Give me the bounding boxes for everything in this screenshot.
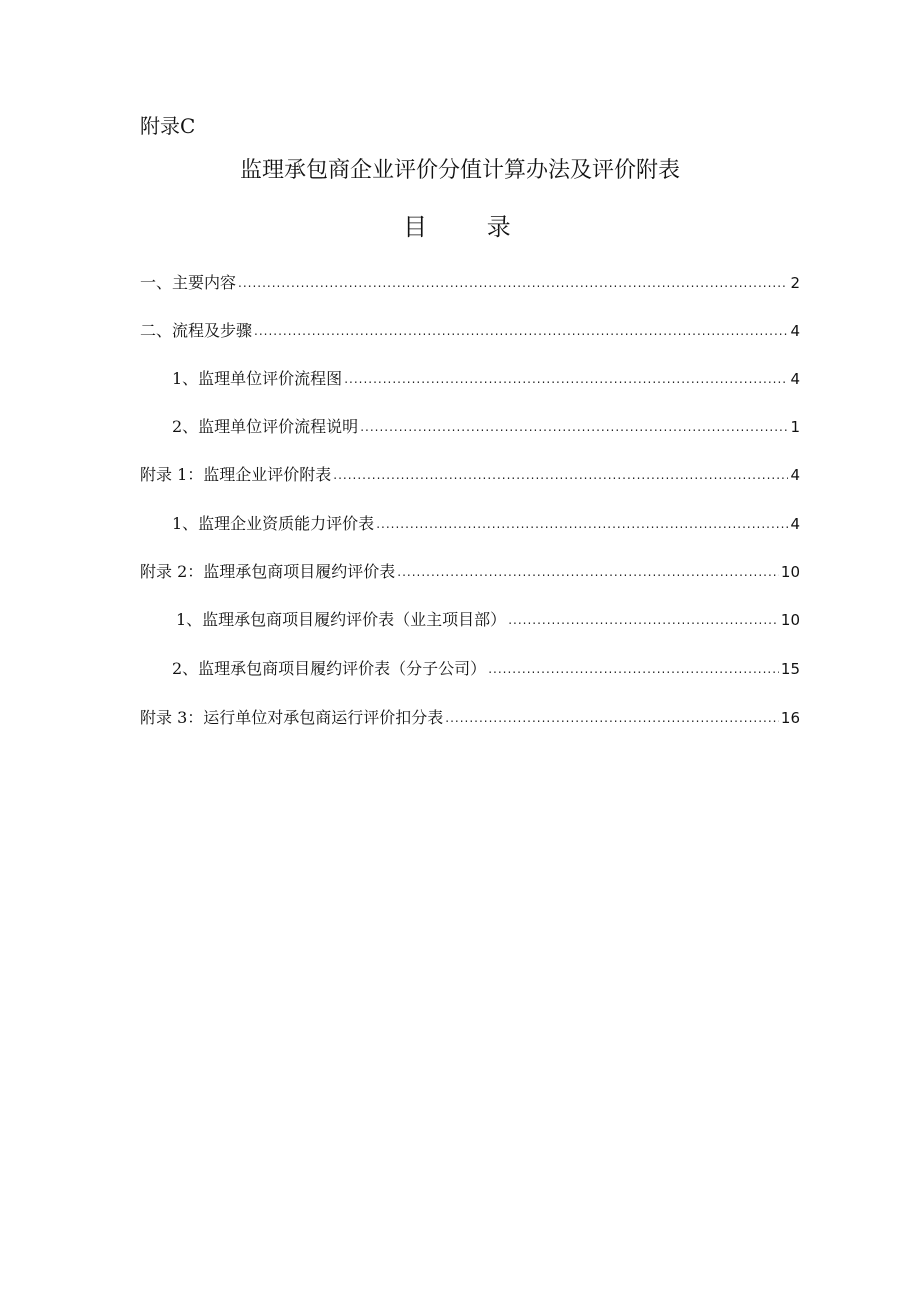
toc-dot-leader	[488, 661, 779, 680]
toc-entry-text: 2、监理单位评价流程说明	[172, 417, 359, 436]
toc-dot-leader	[445, 710, 779, 729]
toc-entry-text: 1、监理企业资质能力评价表	[172, 514, 375, 533]
toc-entry-process-steps[interactable]	[140, 318, 800, 342]
toc-page-number: 4	[790, 322, 800, 340]
toc-entry-text: 附录 3：运行单位对承包商运行评价扣分表	[140, 708, 444, 727]
toc-entry-appendix-3[interactable]	[140, 705, 800, 729]
toc-entry-appendix-2[interactable]	[140, 559, 800, 583]
toc-dot-leader	[344, 371, 788, 390]
toc-heading: 目 录	[403, 213, 537, 241]
toc-entry-subsidiary-table[interactable]	[172, 656, 800, 680]
toc-page-number: 4	[790, 370, 800, 388]
toc-entry-main-content[interactable]	[140, 270, 800, 294]
toc-entry-text: 附录 1：监理企业评价附表	[140, 465, 332, 484]
toc-dot-leader	[360, 419, 788, 438]
toc-entry-text: 1、监理单位评价流程图	[172, 369, 343, 388]
toc-page-number: 16	[780, 709, 800, 727]
toc-entry-text: 附录 2：监理承包商项目履约评价表	[140, 562, 396, 581]
toc-entry-flowchart[interactable]	[172, 366, 800, 390]
toc-entry-qualification-table[interactable]	[172, 511, 800, 535]
toc-page-number: 10	[780, 563, 800, 581]
toc-entry-owner-project-table[interactable]	[176, 607, 800, 631]
toc-page-number: 2	[790, 274, 800, 292]
toc-page-number: 15	[780, 660, 800, 678]
toc-dot-leader	[238, 275, 788, 294]
toc-entry-flow-description[interactable]	[172, 414, 800, 438]
toc-dot-leader	[397, 564, 779, 583]
toc-entry-text: 二、流程及步骤	[140, 321, 253, 340]
toc-entry-text: 一、主要内容	[140, 273, 237, 292]
toc-page-number: 4	[790, 515, 800, 533]
toc-page-number: 10	[780, 611, 800, 629]
toc-entry-appendix-1[interactable]	[140, 462, 800, 486]
toc-page-number: 1	[790, 418, 800, 436]
toc-entry-text: 2、监理承包商项目履约评价表（分子公司）	[172, 659, 487, 678]
appendix-label: 附录C	[140, 114, 196, 138]
toc-dot-leader	[254, 323, 788, 342]
toc-dot-leader	[508, 612, 779, 631]
document-title: 监理承包商企业评价分值计算办法及评价附表	[239, 158, 680, 183]
toc-page-number: 4	[790, 466, 800, 484]
toc-dot-leader	[333, 467, 788, 486]
toc-dot-leader	[376, 516, 788, 535]
toc-entry-text: 1、监理承包商项目履约评价表（业主项目部）	[176, 610, 507, 629]
